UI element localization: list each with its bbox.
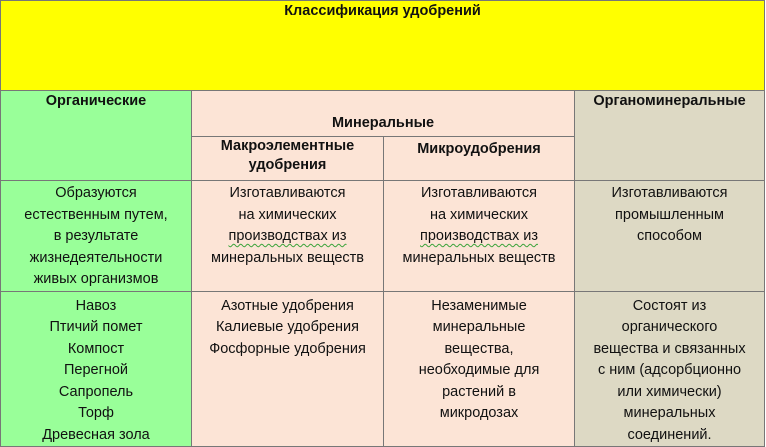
text-line: соединений. [627,426,712,443]
text-line: Незаменимые [431,297,527,314]
header-organomineral: Органоминеральные [575,91,765,181]
text-line: с ним (адсорбционно [597,362,742,378]
text-line: промышленным [615,206,724,223]
list-item: Перегной [63,362,129,378]
production-organic [1,181,192,292]
list-item: Древесная зола [42,426,150,443]
text-line: минеральных веществ [210,249,365,266]
list-item: Торф [78,405,114,421]
text-line: или химически) [617,383,722,400]
text-line: Изготавливаются [229,185,346,201]
text-line: в результате [53,228,139,244]
production-micro [384,181,575,292]
examples-macro [192,291,384,447]
production-macro [192,181,384,292]
text-line: необходимые для [418,362,540,378]
text-line: растений в [442,383,516,400]
list-item: Компост [67,340,125,357]
text-line: минеральных [623,405,716,421]
text-line: Образуются [55,185,137,201]
production-organic-text [1,183,191,291]
header-macro: Макроэлементные удобрения [192,137,384,181]
list-item: Сапропель [58,383,134,400]
list-item: Фосфорные удобрения [209,340,366,357]
production-organomineral [575,181,765,292]
text-line: органического [621,319,718,335]
header-micro: Микроудобрения [384,137,575,181]
text-line: производствах из [228,228,347,244]
list-item: Навоз [75,297,117,314]
examples-micro-text [384,296,574,425]
text-line: минеральных веществ [402,249,556,266]
production-macro-text [192,183,383,269]
list-item: Калиевые удобрения [215,319,360,335]
examples-organic-list [1,296,191,447]
header-mineral: Минеральные [192,91,575,137]
text-line: естественным путем, [24,206,168,223]
text-line: жизнедеятельности [29,249,163,266]
list-item: Азотные удобрения [221,297,354,314]
text-line: Изготавливаются [421,185,537,201]
text-line: живых организмов [33,271,159,287]
text-line: на химических [238,206,337,223]
text-line: вещества и связанных [593,340,746,357]
text-line: минеральные [432,319,526,335]
examples-macro-list [192,296,383,361]
text-line: Изготавливаются [611,185,728,201]
text-line: производствах из [420,228,538,244]
text-line: микродозах [439,405,519,421]
examples-micro [384,291,575,447]
examples-organomineral-text [575,296,764,447]
text-line: способом [637,228,702,244]
table-title: Классификация удобрений [1,1,765,91]
production-organomineral-text [575,183,764,248]
production-micro-text [384,183,574,269]
examples-organic [1,291,192,447]
text-line: Состоят из [632,297,707,314]
list-item: Птичий помет [49,319,143,335]
header-organic: Органические [1,91,192,181]
examples-organomineral [575,291,765,447]
text-line: на химических [429,206,529,223]
text-line: вещества, [444,340,514,357]
